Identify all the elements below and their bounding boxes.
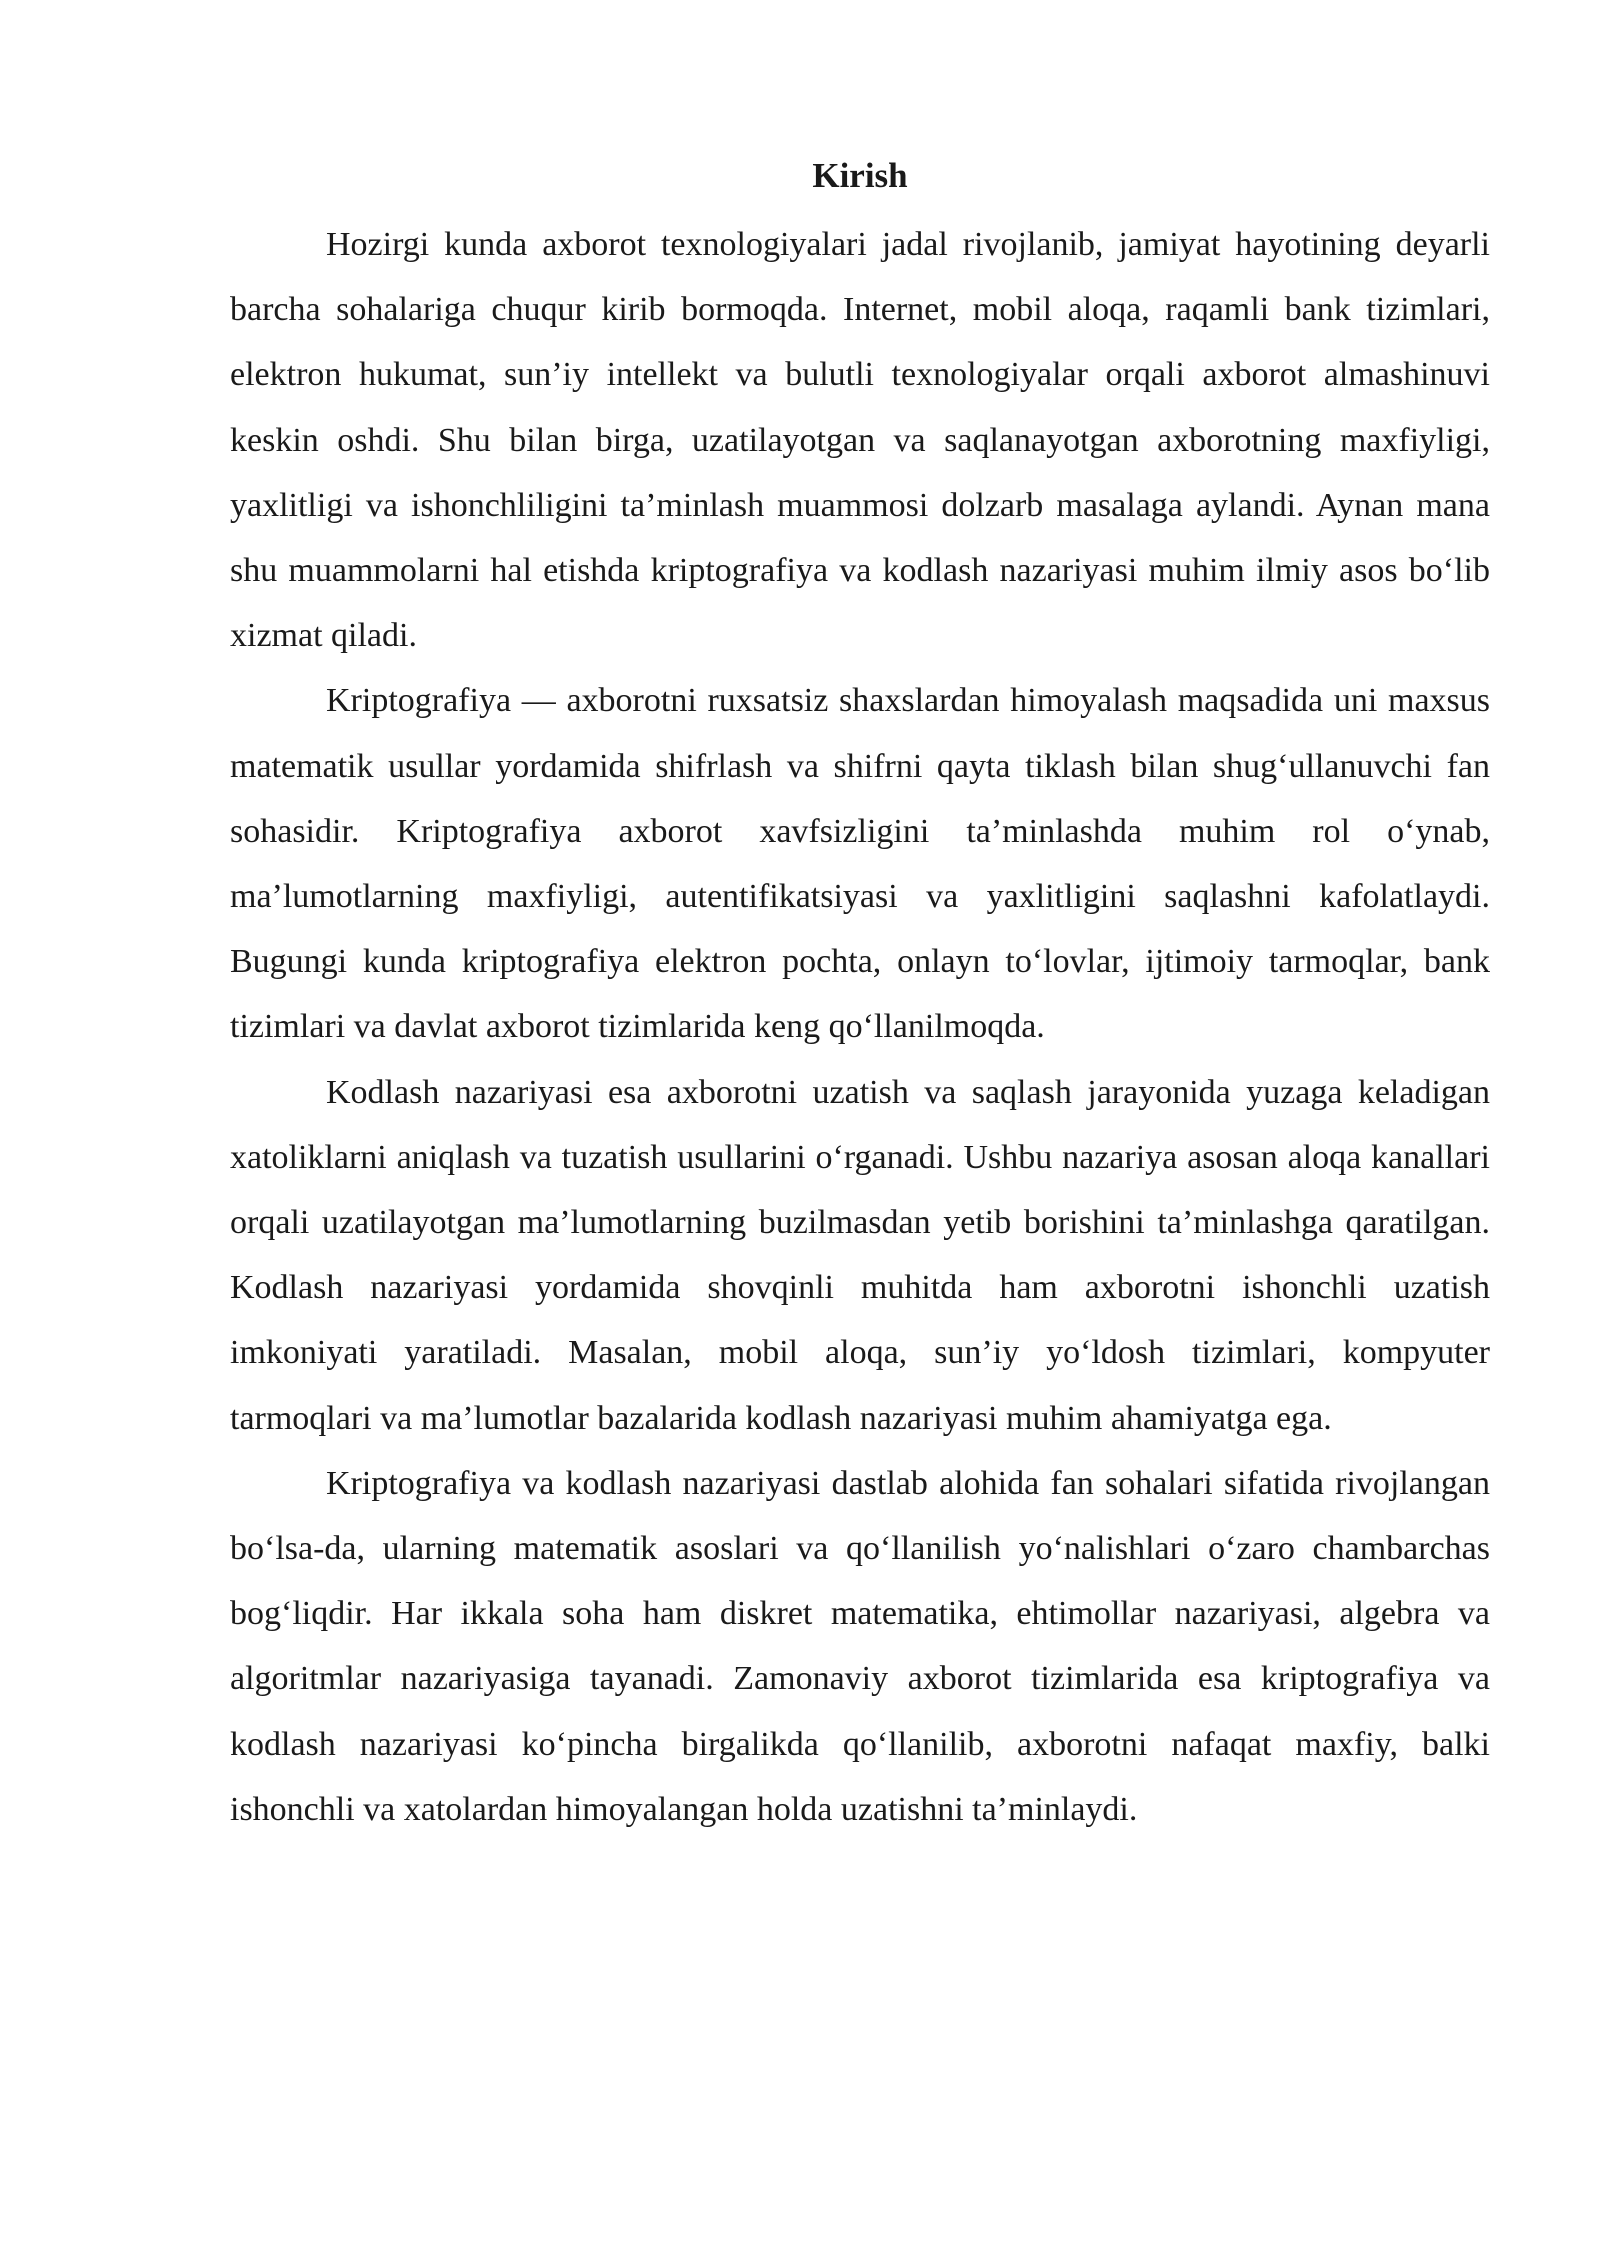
paragraph-introduction: Hozirgi kunda axborot texnologiyalari jadal rivojlanib, jamiyat hayotining deyarli barcha sohalariga chuqur kirib bormoqda. Internet, mobil aloqa, raqamli bank tizimlari, elektron hukumat, sun’iy intellekt va bulutli texnologiyalar orqali axborot almashinuvi keskin oshdi. Shu bilan birga, uzatilayotgan va saqlanayotgan axborotning maxfiyligi, yaxlitligi va ishonchliligini ta’minlash muammosi dolzarb masalaga aylandi. Aynan mana shu muammolarni hal etishda kriptografiya va kodlash nazariyasi muhim ilmiy asos bo‘lib xizmat qiladi. xyxy=(230,226,1490,655)
document-body xyxy=(230,140,1490,1842)
page-title: Kirish xyxy=(812,156,908,195)
paragraph-coding-theory: Kodlash nazariyasi esa axborotni uzatish va saqlash jarayonida yuzaga keladigan xatoliklarni aniqlash va tuzatish usullarini o‘rganadi. Ushbu nazariya asosan aloqa kanallari orqali uzatilayotgan ma’lumotlarning buzilmasdan yetib borishini ta’minlashga qaratilgan. Kodlash nazariyasi yordamida shovqinli muhitda ham axborotni ishonchli uzatish imkoniyati yaratiladi. Masalan, mobil aloqa, sun’iy yo‘ldosh tizimlari, kompyuter tarmoqlari va ma’lumotlar bazalarida kodlash nazariyasi muhim ahamiyatga ega. xyxy=(230,1073,1490,1437)
paragraph-cryptography: Kriptografiya — axborotni ruxsatsiz shaxslardan himoyalash maqsadida uni maxsus matematik usullar yordamida shifrlash va shifrni qayta tiklash bilan shug‘ullanuvchi fan sohasidir. Kriptografiya axborot xavfsizligini ta’minlashda muhim rol o‘ynab, ma’lumotlarning maxfiyligi, autentifikatsiyasi va yaxlitligini saqlashni kafolatlaydi. Bugungi kunda kriptografiya elektron pochta, onlayn to‘lovlar, ijtimoiy tarmoqlar, bank tizimlari va davlat axborot tizimlarida keng qo‘llanilmoqda. xyxy=(230,682,1490,1046)
paragraph-relationship: Kriptografiya va kodlash nazariyasi dastlab alohida fan sohalari sifatida rivojlangan bo‘lsa-da, ularning matematik asoslari va qo‘llanilish yo‘nalishlari o‘zaro chambarchas bog‘liqdir. Har ikkala soha ham diskret matematika, ehtimollar nazariyasi, algebra va algoritmlar nazariyasiga tayanadi. Zamonaviy axborot tizimlarida esa kriptografiya va kodlash nazariyasi ko‘pincha birgalikda qo‘llanilib, axborotni nafaqat maxfiy, balki ishonchli va xatolardan himoyalangan holda uzatishni ta’minlaydi. xyxy=(230,1464,1490,1828)
